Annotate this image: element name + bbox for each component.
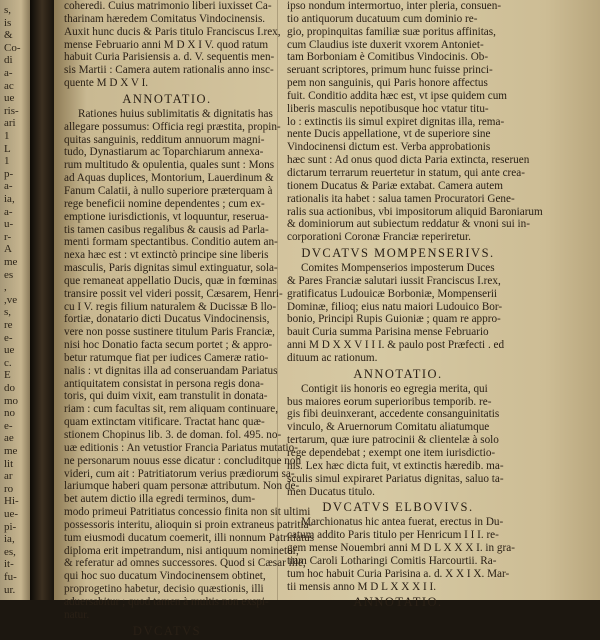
prev-page-fragment: r-	[4, 230, 12, 243]
text-line: bonio, Principi Rupis Guioniæ ; quam re appro-	[287, 313, 501, 326]
prev-page-fragment: c.	[4, 356, 12, 369]
text-line: nexa hæc est : vt extinctò principe sine liberis	[64, 249, 269, 262]
prev-page-fragment: ue	[4, 344, 15, 357]
text-line: Contigit iis honoris eo egregia merita, qui	[301, 382, 488, 395]
text-line: Rationes huius sublimitatis & dignitatis has	[78, 107, 273, 120]
text-line: tertarum, quæ iure patrocinii & clientelæ à solo	[287, 434, 499, 447]
elbovius-heading: DVCATVS ELBOVIVS.	[322, 500, 474, 515]
text-line: tum hoc habuit Curia Parisina a. d. X X I X. Mar-	[287, 567, 510, 580]
text-line: transire possit vel videri possit, Cæsarem, Henri-	[64, 287, 283, 300]
book-page	[54, 0, 600, 638]
prev-page-fragment: me	[4, 256, 18, 268]
text-line: & dominiorum aut subiectum reddatur & vnoni sui in-	[287, 218, 530, 231]
prev-page-fragment: a-	[4, 67, 13, 79]
prev-page-fragment: ae	[4, 432, 14, 445]
text-line: quam extinctam vitificare. Tractat hanc quæ-	[64, 416, 265, 429]
prev-page-fragment: &	[4, 29, 13, 42]
text-line: tis tamen casibus regalibus & causis ad Parla-	[64, 223, 269, 236]
right-annotatio-body	[287, 383, 509, 499]
prev-page-fragment: E	[4, 369, 11, 382]
text-line: tio antiquorum ducatuum cum dominio re-	[287, 12, 478, 25]
text-line: videri, cum ait : Patritiatorum verius prædiorum sa-	[64, 467, 295, 480]
prev-page-fragment: ue	[4, 92, 15, 105]
text-line: tum eiusmodi ducatum coemerit, illi nonnum Patritiatus	[64, 531, 315, 544]
text-line: tii mensis anno M D L X X X I I.	[287, 580, 437, 593]
prev-page-fragment: ar	[4, 470, 13, 483]
prev-page-fragment: L	[4, 142, 11, 155]
text-line: catum addito Paris titulo per Henricum I I I. re-	[287, 529, 499, 542]
text-line: cu I V. regis filium naturalem & Ducissæ B llo-	[64, 300, 277, 313]
prev-page-fragment: u-	[4, 218, 14, 231]
text-line: cum Claudius iste duxerit vxorem Antoniet-	[287, 38, 484, 51]
elbovius-body	[287, 516, 515, 593]
previous-page-edge	[0, 0, 30, 600]
text-line: gratificatus Ludouicæ Borboniæ, Mompenserii	[287, 287, 498, 300]
prev-page-fragment: di	[4, 54, 13, 67]
prev-page-fragment: ia,	[4, 193, 15, 205]
text-line: rationalis ita habet : salua tamen Procuratori Gene-	[287, 192, 515, 205]
text-line: que remaneat appellatio Ducis, quæ in fœminas	[64, 274, 277, 287]
prev-page-fragment: ur.	[4, 583, 16, 596]
prev-page-fragment: a-	[4, 205, 13, 218]
text-line: gis fibi deuinxerant, accedente consanguinitatis	[287, 408, 500, 421]
text-line: uæ editionis : An vetustior Francia Pariatus mutatio-	[64, 441, 298, 454]
text-line: ne personarum nouus esse dicatur : concluditque non	[64, 454, 302, 467]
right-top-paragraph	[287, 0, 543, 244]
text-line: Marchionatus hic antea fuerat, erectus in Du-	[301, 516, 504, 529]
text-line: riam : cum facultas sit, rem aliquam continuare,	[64, 403, 279, 416]
text-line: allegare possumus: Officia regi præstita, propin-	[64, 120, 281, 133]
prev-page-fragment: ac	[4, 79, 14, 92]
text-line: tharinam hæredem Comitatus Vindocinensis.	[64, 12, 266, 25]
text-line: rum multitudo & opulentia, quales sunt : Mons	[64, 159, 275, 172]
text-line: pem non sanguinis, qui Paris honore affectus	[287, 77, 488, 90]
text-line: vere non posse sustinere titulum Paris Franciæ,	[64, 326, 275, 339]
prev-page-fragment: Hi-	[4, 495, 19, 508]
text-line: rege beneficii nomine dependentes ; cum ex-	[64, 197, 265, 210]
text-line: vinculo, & Aruernorum Comitatu aliatumque	[287, 421, 490, 434]
prev-page-fragment: is	[4, 16, 12, 29]
prev-page-fragment: it-	[4, 558, 14, 571]
prev-page-fragment: p-	[4, 167, 14, 180]
text-line: habuit Curia Parisiensis a. d. V. sequentis men-	[64, 51, 275, 64]
prev-page-fragment: pi-	[4, 520, 17, 533]
text-line: modo primeui Patritiatus concessio finita non sit ultimi	[64, 506, 311, 519]
text-line: coheredi. Cuius matrimonio liberi iuxisset Ca-	[64, 0, 272, 12]
text-line: sis Martii : Camera autem rationalis anno insc-	[64, 64, 274, 77]
text-line: & Pares Franciæ salutari iussit Franciscus I.rex,	[287, 274, 501, 287]
text-line: antiquitatem consistat in persona regis dona-	[64, 377, 264, 390]
text-line: tiam Caroli Lotharingi Comitis Harcourtii. Ra-	[287, 554, 497, 567]
text-line: sculis simul expiraret Pariatus dignitas, saluo ta-	[287, 472, 504, 485]
left-column	[64, 0, 315, 640]
text-line: bauit Curia summa Parisina mense Februario	[287, 326, 489, 339]
text-line: tionem Ducatus & Pariæ extabat. Camera autem	[287, 179, 503, 192]
text-line: lo : extinctis iis simul expiret dignitas illa, rema-	[287, 115, 505, 128]
prev-page-fragment: no	[4, 407, 15, 420]
text-line: lariumque haberi quam personæ attributum. Non de-	[64, 480, 300, 493]
text-line: ipso nondum intermortuo, inter pleria, consuen-	[287, 0, 502, 12]
prev-page-fragment: s,	[4, 4, 12, 16]
prev-page-fragment: mo	[4, 394, 19, 407]
prev-page-fragment: A	[4, 243, 12, 256]
left-annotatio-body	[64, 107, 315, 622]
text-line: hæc sunt : Ad onus quod dicta Paria extincta, reseruen	[287, 154, 530, 167]
text-line: gio, propinquitas familiæ suæ poritus affinitas,	[287, 25, 496, 38]
prev-page-fragment: 1	[4, 155, 10, 168]
text-line: Comites Mompenserios imposterum Duces	[301, 262, 495, 275]
left-bottom-heading: DVCATVS	[132, 623, 202, 638]
text-line: & referatur ad omnes successores. Quod si Cæsar ille,	[64, 557, 306, 570]
prev-page-fragment: Co-	[4, 41, 21, 54]
text-line: anni M D X X V I I I. & paulo post Præfecti . ed	[287, 339, 505, 352]
book-gutter	[30, 0, 54, 600]
text-line: proprogetino habetur, decisio quæstionis, illi	[64, 583, 264, 596]
prev-page-fragment: s,	[4, 306, 12, 319]
text-line: nisi hoc Donatio facta secum portet ; & appro-	[64, 339, 273, 352]
text-line: nalis : vt dignitas illa ad conseruandam Pariatus	[64, 364, 278, 377]
prev-page-fragment: lit	[4, 457, 14, 470]
text-line: corporationi Coronæ Franciæ reperiretur.	[287, 231, 471, 244]
prev-page-fragment: e-	[4, 419, 13, 432]
text-line: quitas sanguinis, redditum annuorum magni-	[64, 133, 265, 146]
text-line: menti formam spectantibus. Conditio autem an-	[64, 236, 278, 249]
text-line: rege dependebat ; exempt one item iurisdictio-	[287, 447, 496, 459]
text-line: quente M D X V I.	[64, 77, 149, 90]
prev-page-fragment: e-	[4, 331, 13, 344]
prev-page-fragment: re	[4, 319, 13, 331]
text-line: dictarum terrarum reuertetur in statum, qui ante crea-	[287, 166, 525, 179]
text-line: seruant scriptores, primum hunc fuisse princi-	[287, 64, 493, 77]
text-line: tam Borboniam è Comitibus Vindocinis. Ob-	[287, 51, 489, 64]
text-line: Auxit hunc ducis & Paris titulo Franciscus I.rex,	[64, 25, 281, 38]
prev-page-fragment: es	[4, 268, 14, 281]
prev-page-fragment: do	[4, 382, 15, 394]
prev-page-fragment: ,ve	[4, 293, 18, 306]
text-line: mense Februario anni M D X I V. quod ratum	[64, 38, 269, 51]
text-line: aduersabitur ; quod tamen à multis non exspi-	[64, 595, 269, 608]
right-column	[287, 0, 543, 611]
text-line: ralis sua actionibus, vbi impositorum aliquid Baroniarum	[287, 205, 543, 218]
text-line: nente Ducis appellatione, vt de superiore sine	[287, 128, 491, 141]
prev-page-fragment: fu-	[4, 571, 17, 583]
right-annotatio-heading: ANNOTATIO.	[353, 366, 443, 381]
mompenserius-heading: DVCATVS MOMPENSERIVS.	[301, 246, 495, 261]
prev-page-fragment: ro	[4, 482, 14, 495]
right-bottom-annotatio-heading: ANNOTATIO.	[353, 595, 443, 610]
text-line: bet autem dictio illa egredi terminos, dum-	[64, 493, 256, 506]
mompenserius-body	[287, 262, 509, 365]
text-line: Dominæ, filioq; eius natu maiori Ludouico Bor-	[287, 300, 503, 313]
text-line: ad Aquas duplices, Montorium, Lauerdinum &	[64, 172, 274, 185]
text-line: betur ratumque fiat per iudices Cameræ ratio-	[64, 351, 269, 364]
text-line: masculis, Paris dignitas simul extinguatur, sola-	[64, 262, 278, 275]
prev-page-fragment: ia,	[4, 533, 15, 546]
prev-page-fragment: ue-	[4, 508, 19, 520]
text-line: qui hoc suo ducatum Vindocinensem obtinet,	[64, 570, 266, 583]
prev-page-fragment: a-	[4, 180, 13, 193]
left-top-paragraph	[64, 0, 281, 90]
text-line: liberis masculis nepotibusque hoc vtatur titu-	[287, 102, 489, 115]
prev-page-fragment: ris-	[4, 104, 19, 117]
text-line: toris, qui duim vixit, eam transtulit in donata-	[64, 390, 268, 403]
prev-page-fragment: ari	[4, 117, 16, 130]
text-line: Vindocinensi dictum est. Verba approbationis	[287, 141, 491, 154]
text-line: fortiæ, donatario dicti Ducatus Vindocinensis,	[64, 313, 270, 326]
prev-page-fragment: es,	[4, 545, 16, 558]
prev-page-fragment: ,	[4, 281, 7, 294]
text-line: tudo, Dynastiarum ac Toparchiarum annexa-	[64, 146, 264, 159]
text-line: emptione iurisdictionis, vt loquuntur, reserua-	[64, 210, 269, 223]
prev-page-fragment: me	[4, 445, 18, 457]
text-line: Fanum Calatii, à nullo superiore præterquam à	[64, 184, 273, 197]
left-annotatio-heading: ANNOTATIO.	[122, 91, 212, 106]
text-line: gem mense Nouembri anni M D L X X X I. in gra-	[287, 542, 515, 555]
text-line: bus maiores eorum superioribus temporib. re-	[287, 395, 492, 408]
text-line: stionem Chopinus lib. 3. de doman. fol. 495. no-	[64, 429, 282, 441]
text-line: men Ducatus titulo.	[287, 485, 375, 498]
text-line: dituum ac rationum.	[287, 351, 378, 364]
text-line: fuit. Conditio addita hæc est, vt ipse quidem cum	[287, 89, 507, 102]
text-line: diploma erit impetrandum, nisi antiquum nominetur,	[64, 544, 299, 557]
prev-page-fragment: 1	[4, 130, 10, 142]
text-line: possessoris interitu, alioquin si proin extraneus patritia-	[64, 518, 313, 531]
text-line: natur.	[64, 608, 90, 621]
text-line: nis. Lex hæc dicta fuit, vt extinctis hæredib. ma-	[287, 459, 504, 472]
